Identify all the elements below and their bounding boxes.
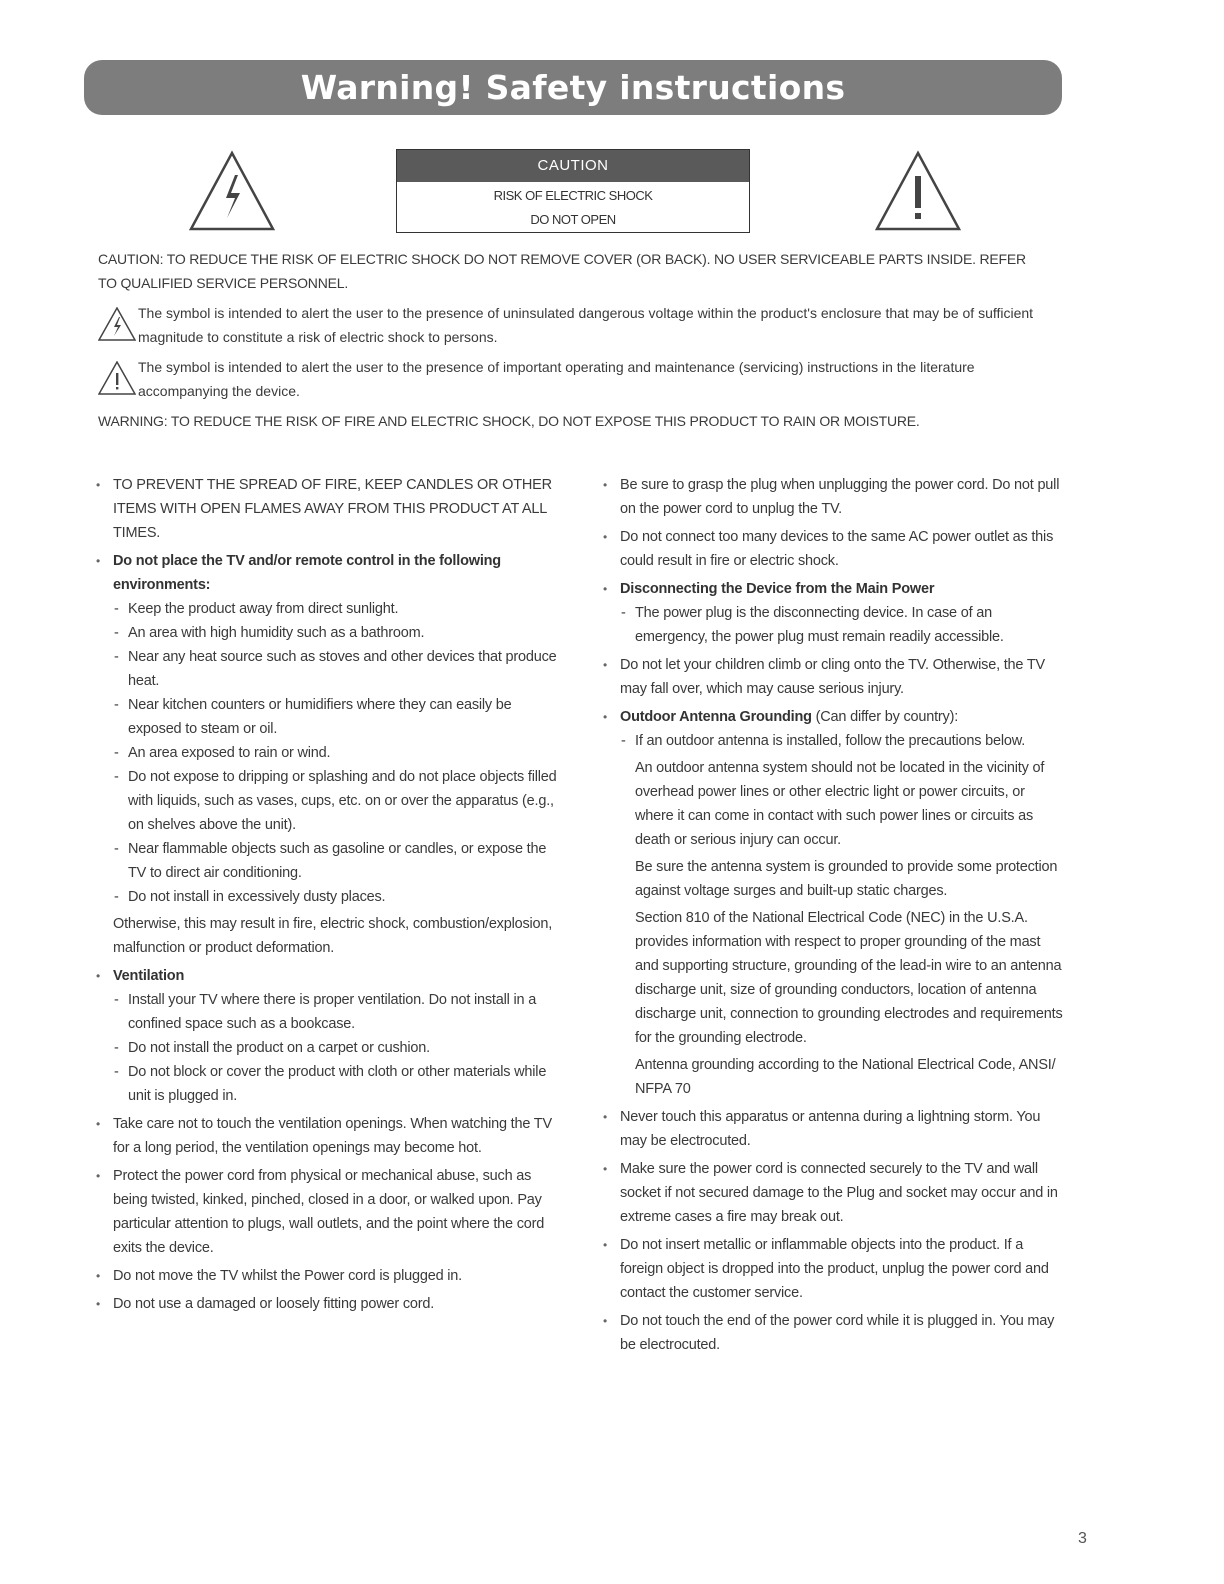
antenna-paragraph-2: Be sure the antenna system is grounded to provide some protection against voltage surges and built-up static charges. bbox=[635, 859, 1058, 899]
disconnecting-item: - The power plug is the disconnecting device. In case of an emergency, the power plug must remain readily accessible. bbox=[620, 601, 1065, 649]
environments-heading: • Do not place the TV and/or remote control in the following environments: bbox=[113, 553, 501, 593]
symbol-exclamation-paragraph bbox=[98, 355, 1038, 403]
bullet-disconnecting bbox=[603, 577, 1065, 649]
environment-item: - Near kitchen counters or humidifiers where they can easily be exposed to steam or oil. bbox=[113, 693, 558, 741]
environments-list bbox=[113, 597, 558, 909]
symbol-lightning-paragraph bbox=[98, 301, 1038, 349]
page-number: 3 bbox=[1078, 1530, 1087, 1547]
environment-item: - Near any heat source such as stoves and other devices that produce heat. bbox=[113, 645, 558, 693]
bullet-move-tv: • Do not move the TV whilst the Power cord is plugged in. bbox=[96, 1264, 558, 1288]
ventilation-item: - Install your TV where there is proper ventilation. Do not install in a confined space such as a bookcase. bbox=[113, 988, 558, 1036]
caution-header: CAUTION bbox=[397, 150, 749, 182]
right-column bbox=[603, 473, 1065, 1361]
bullet-protect-cord: • Protect the power cord from physical or mechanical abuse, such as being twisted, kinked, pinched, closed in a door, or walked upon. Pay particular attention to plugs, wall outlets, and the point where the cord exits the device. bbox=[96, 1164, 558, 1260]
page-title: Warning! Safety instructions bbox=[300, 68, 846, 107]
left-column bbox=[96, 473, 558, 1320]
antenna-paragraph-1: An outdoor antenna system should not be located in the vicinity of overhead power lines or other electric light or power circuits, or where it can come in contact with such power lines or circuits as death or serious injury can occur. bbox=[635, 760, 1045, 848]
caution-line-1: RISK OF ELECTRIC SHOCK bbox=[493, 188, 653, 203]
environment-item: - An area exposed to rain or wind. bbox=[113, 741, 558, 765]
lightning-warning-icon bbox=[188, 150, 276, 232]
caution-text: CAUTION: TO REDUCE THE RISK OF ELECTRIC SHOCK DO NOT REMOVE COVER (OR BACK). NO USER SERVICEABLE PARTS INSIDE. REFER TO QUALIFIED SERVICE PERSONNEL. bbox=[98, 251, 1026, 291]
disconnecting-heading: • Disconnecting the Device from the Main Power bbox=[620, 581, 935, 597]
bullet-environments bbox=[96, 549, 558, 960]
ventilation-list bbox=[113, 988, 558, 1108]
environment-item: - An area with high humidity such as a bathroom. bbox=[113, 621, 558, 645]
exclamation-small-icon bbox=[98, 361, 136, 395]
environment-item: - Near flammable objects such as gasoline or candles, or expose the TV to direct air conditioning. bbox=[113, 837, 558, 885]
bullet-antenna bbox=[603, 705, 1065, 1101]
ventilation-item: - Do not install the product on a carpet or cushion. bbox=[113, 1036, 558, 1060]
lightning-small-icon bbox=[98, 307, 136, 341]
bullet-damaged-cord: • Do not use a damaged or loosely fitting power cord. bbox=[96, 1292, 558, 1316]
bullet-cord-secure: • Make sure the power cord is connected securely to the TV and wall socket if not secured damage to the Plug and socket may occur and in extreme cases a fire may break out. bbox=[603, 1157, 1065, 1229]
environment-item: - Do not expose to dripping or splashing and do not place objects filled with liquids, such as vases, cups, etc. on or over the apparatus (e.g., on shelves above the unit). bbox=[113, 765, 558, 837]
bullet-metallic-objects: • Do not insert metallic or inflammable objects into the product. If a foreign object is dropped into the product, unplug the power cord and contact the customer service. bbox=[603, 1233, 1065, 1305]
symbol-lightning-text: The symbol is intended to alert the user to the presence of uninsulated dangerous voltage within the product's enclosure that may be of sufficient magnitude to constitute a risk of electric shock to persons. bbox=[138, 305, 1034, 345]
ventilation-heading: • Ventilation bbox=[113, 968, 185, 984]
bullet-ventilation bbox=[96, 964, 558, 1108]
bullet-lightning-storm: • Never touch this apparatus or antenna during a lightning storm. You may be electrocuted. bbox=[603, 1105, 1065, 1153]
bullet-grasp-plug: • Be sure to grasp the plug when unplugging the power cord. Do not pull on the power cord to unplug the TV. bbox=[603, 473, 1065, 521]
antenna-heading-note: (Can differ by country): bbox=[815, 709, 959, 725]
antenna-paragraph-4: Antenna grounding according to the National Electrical Code, ANSI/ NFPA 70 bbox=[635, 1057, 1056, 1097]
environments-note: Otherwise, this may result in fire, electric shock, combustion/explosion, malfunction or product deformation. bbox=[113, 916, 553, 956]
symbol-exclamation-text: The symbol is intended to alert the user to the presence of important operating and maintenance (servicing) instructions in the literature accompanying the device. bbox=[138, 359, 975, 399]
exclamation-warning-icon bbox=[874, 150, 962, 232]
bullet-outlet: • Do not connect too many devices to the same AC power outlet as this could result in fire or electric shock. bbox=[603, 525, 1065, 573]
antenna-paragraph-3: Section 810 of the National Electrical Code (NEC) in the U.S.A. provides information with respect to proper grounding of the mast and supporting structure, grounding of the lead-in wire to an antenna discharge unit, size of grounding conductors, location of antenna discharge unit, connection to grounding electrodes and requirements for the grounding electrode. bbox=[635, 910, 1063, 1046]
ventilation-item: - Do not block or cover the product with cloth or other materials while unit is plugged in. bbox=[113, 1060, 558, 1108]
environment-item: - Do not install in excessively dusty places. bbox=[113, 885, 558, 909]
bullet-touch-vents: • Take care not to touch the ventilation openings. When watching the TV for a long period, the ventilation openings may become hot. bbox=[96, 1112, 558, 1160]
bullet-fire: • TO PREVENT THE SPREAD OF FIRE, KEEP CANDLES OR OTHER ITEMS WITH OPEN FLAMES AWAY FROM THIS PRODUCT AT ALL TIMES. bbox=[96, 473, 558, 545]
bullet-cord-end: • Do not touch the end of the power cord while it is plugged in. You may be electrocuted. bbox=[603, 1309, 1065, 1357]
warning-text: WARNING: TO REDUCE THE RISK OF FIRE AND ELECTRIC SHOCK, DO NOT EXPOSE THIS PRODUCT TO RAIN OR MOISTURE. bbox=[98, 413, 920, 429]
caution-line-2: DO NOT OPEN bbox=[530, 212, 616, 227]
antenna-item: - If an outdoor antenna is installed, follow the precautions below. bbox=[620, 729, 1065, 753]
bullet-children: • Do not let your children climb or cling onto the TV. Otherwise, the TV may fall over, which may cause serious injury. bbox=[603, 653, 1065, 701]
antenna-heading: Outdoor Antenna Grounding bbox=[620, 709, 812, 725]
environment-item: - Keep the product away from direct sunlight. bbox=[113, 597, 558, 621]
caution-box bbox=[396, 149, 750, 233]
title-bar bbox=[84, 60, 1062, 115]
